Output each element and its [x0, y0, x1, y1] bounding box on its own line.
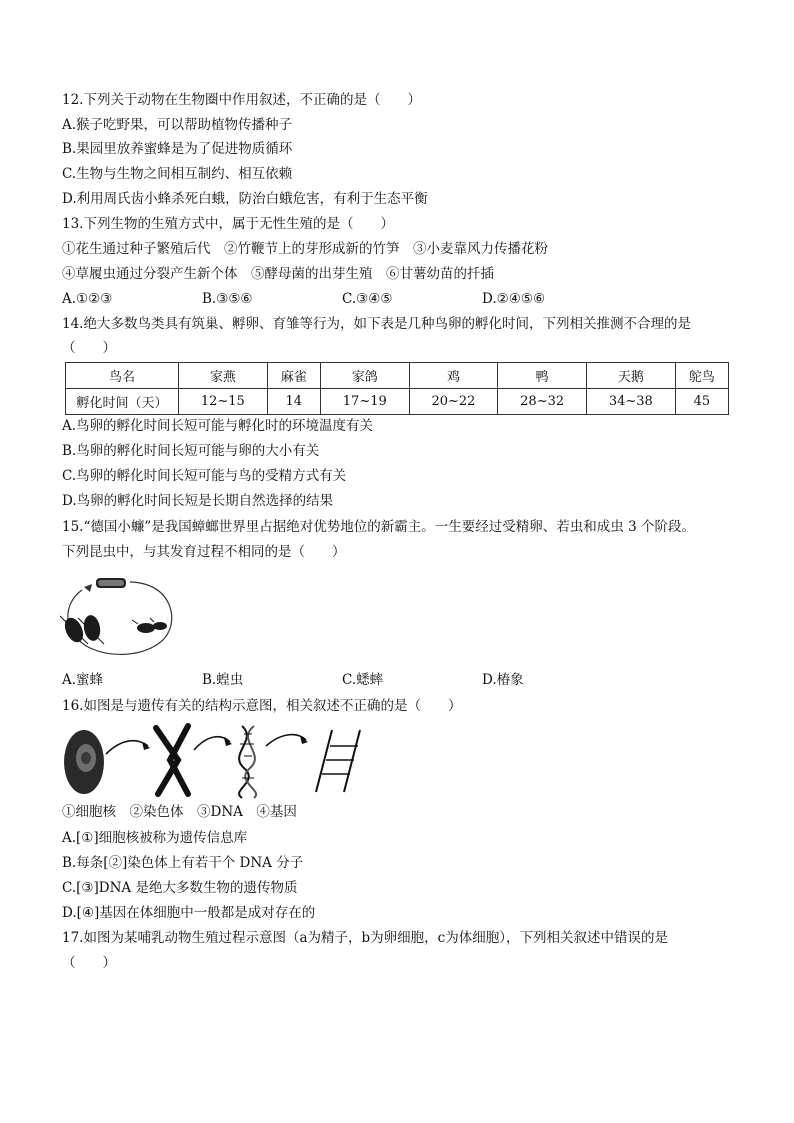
q16-option-c: C.[③]DNA 是绝大多数生物的遗传物质	[62, 880, 298, 896]
hatching-time-table	[65, 362, 729, 415]
q13-items-line2: ④草履虫通过分裂产生新个体 ⑤酵母菌的出芽生殖 ⑥甘薯幼苗的扦插	[62, 266, 494, 282]
q15-option-a: A.蜜蜂	[62, 672, 104, 688]
dna-helix-icon	[239, 726, 256, 798]
q14-option-a: A.鸟卵的孵化时间长短可能与孵化时的环境温度有关	[62, 418, 374, 434]
q15-option-c: C.蟋蟀	[342, 672, 384, 688]
table-header-row	[66, 363, 729, 389]
adult-cockroach-icon	[60, 614, 104, 645]
table-cell: 家燕	[179, 363, 268, 389]
q13-stem: 13.下列生物的生殖方式中，属于无性生殖的是（ ）	[62, 216, 394, 232]
cockroach-life-cycle-figure	[60, 572, 180, 664]
genetics-structure-figure	[60, 720, 370, 800]
q14-option-d: D.鸟卵的孵化时间长短是长期自然选择的结果	[62, 493, 334, 509]
q13-items-line1: ①花生通过种子繁殖后代 ②竹鞭节上的芽形成新的竹笋 ③小麦靠风力传播花粉	[62, 241, 548, 257]
arrow-1	[106, 741, 148, 754]
table-cell: 45	[675, 389, 728, 415]
cycle-arrow-head	[84, 584, 92, 592]
table-cell: 鸟名	[66, 363, 179, 389]
q15-stem-line2: 下列昆虫中，与其发育过程不相同的是（ ）	[62, 544, 346, 560]
q13-option-d: D.②④⑤⑥	[482, 291, 546, 307]
q12-option-b: B.果园里放养蜜蜂是为了促进物质循环	[62, 141, 293, 157]
table-cell: 28~32	[498, 389, 587, 415]
cell-nucleus-icon	[64, 730, 104, 794]
table-cell: 17~19	[320, 389, 409, 415]
table-cell: 20~22	[409, 389, 498, 415]
q12-option-d: D.利用周氏齿小蜂杀死白蛾，防治白蛾危害，有利于生态平衡	[62, 191, 428, 207]
table-cell: 鸡	[409, 363, 498, 389]
chromosome-icon	[156, 726, 188, 794]
q14-stem: 14.绝大多数鸟类具有筑巢、孵卵、育雏等行为，如下表是几种鸟卵的孵化时间，下列相关推测不合理的是	[62, 316, 691, 332]
nymph-cockroach-icon	[132, 618, 167, 633]
q15-options	[62, 671, 662, 689]
table-cell: 孵化时间（天）	[66, 389, 179, 415]
table-cell: 家鸽	[320, 363, 409, 389]
q16-option-b: B.每条[②]染色体上有若干个 DNA 分子	[62, 855, 304, 871]
q12-stem: 12.下列关于动物在生物圈中作用叙述，不正确的是（ ）	[62, 92, 421, 108]
table-row	[66, 389, 729, 415]
q14-stem-paren: （ ）	[62, 340, 116, 356]
q17-stem: 17.如图为某哺乳动物生殖过程示意图（a为精子，b为卵细胞，c为体细胞），下列相关叙述中错误的是	[62, 930, 668, 946]
q13-option-a: A.①②③	[62, 291, 113, 307]
gene-segment-icon	[316, 730, 360, 792]
q13-option-c: C.③④⑤	[342, 291, 393, 307]
q15-stem: 15.“德国小蠊”是我国蟑螂世界里占据绝对优势地位的新霸主。一生要经过受精卵、若虫和成虫 3 个阶段。	[62, 519, 695, 535]
table-cell: 鸭	[498, 363, 587, 389]
q12-option-a: A.猴子吃野果，可以帮助植物传播种子	[62, 117, 293, 133]
q15-option-d: D.椿象	[482, 672, 524, 688]
q15-option-b: B.蝗虫	[202, 672, 244, 688]
table-cell: 14	[267, 389, 320, 415]
q16-option-a: A.[①]细胞核被称为遗传信息库	[62, 830, 248, 846]
table-cell: 34~38	[587, 389, 676, 415]
q16-figure-labels: ①细胞核 ②染色体 ③DNA ④基因	[62, 804, 297, 820]
q16-option-d: D.[④]基因在体细胞中一般都是成对存在的	[62, 905, 316, 921]
table-cell: 12~15	[179, 389, 268, 415]
q13-option-b: B.③⑤⑥	[202, 291, 253, 307]
q17-stem-paren: （ ）	[62, 955, 116, 971]
q14-option-b: B.鸟卵的孵化时间长短可能与卵的大小有关	[62, 443, 320, 459]
cycle-arrow-path	[68, 582, 172, 654]
table-cell: 鸵鸟	[675, 363, 728, 389]
arrow-3	[266, 735, 306, 746]
q14-option-c: C.鸟卵的孵化时间长短可能与鸟的受精方式有关	[62, 468, 347, 484]
table-cell: 麻雀	[267, 363, 320, 389]
q13-options	[62, 290, 662, 308]
table-cell: 天鹅	[587, 363, 676, 389]
q16-stem: 16.如图是与遗传有关的结构示意图，相关叙述不正确的是（ ）	[62, 698, 462, 714]
q12-option-c: C.生物与生物之间相互制约、相互依赖	[62, 166, 293, 182]
